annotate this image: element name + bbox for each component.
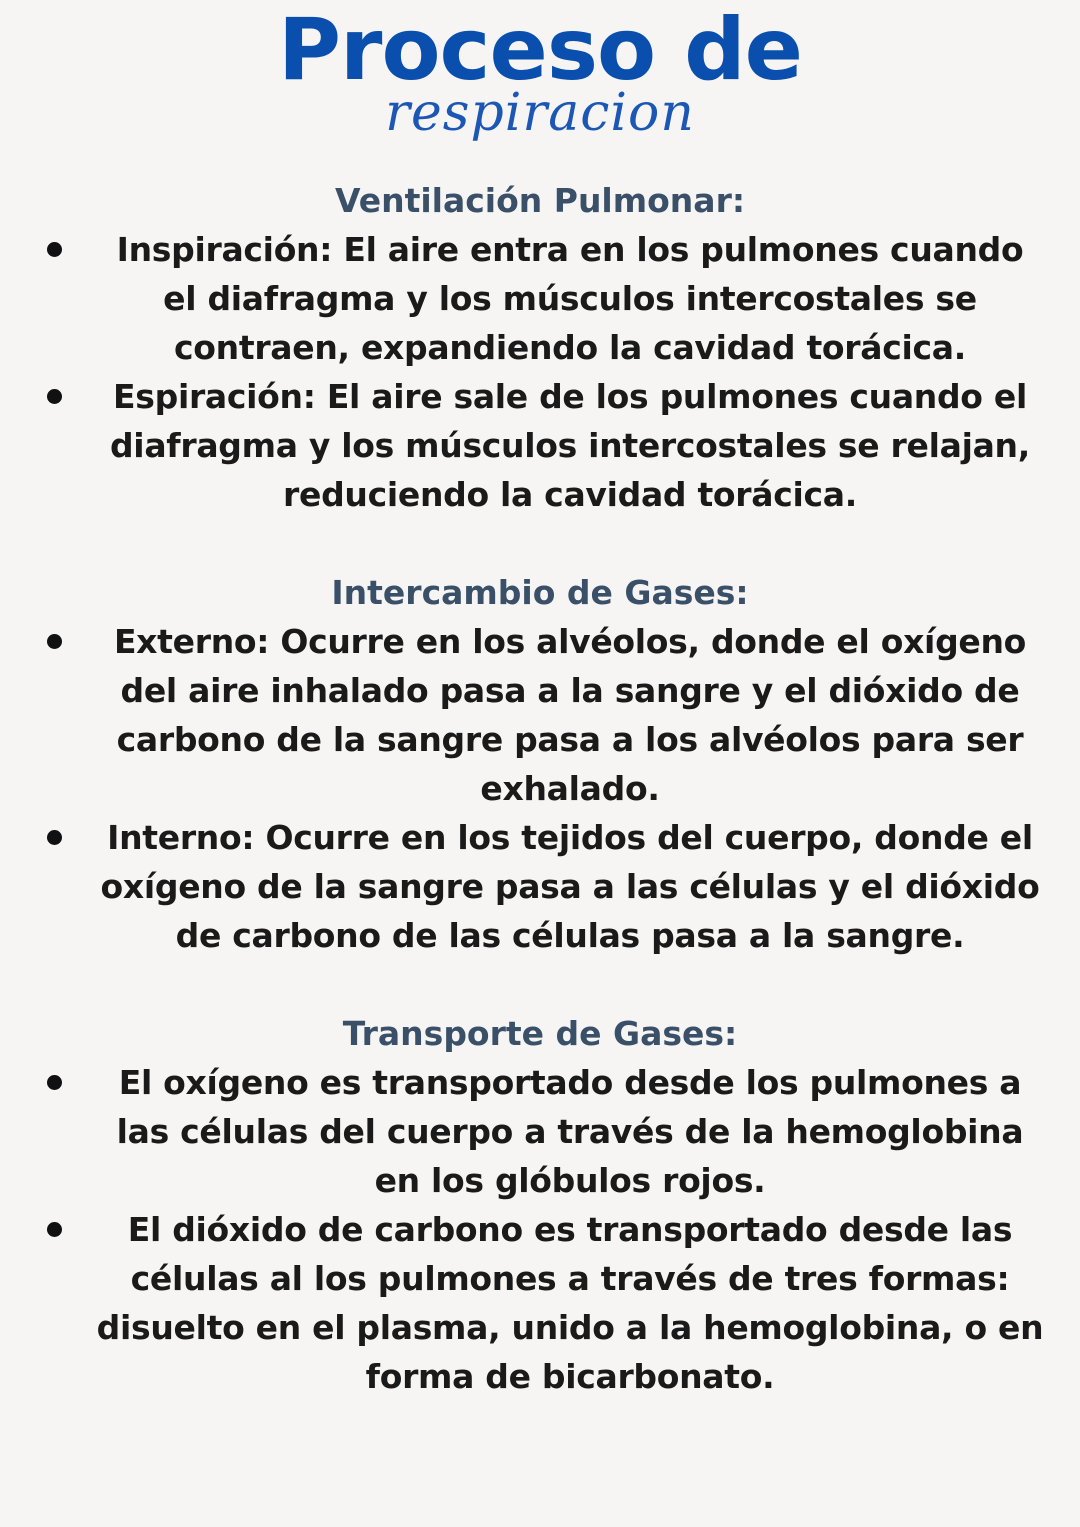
- bullet-icon: [47, 634, 62, 649]
- page-title: Proceso de: [278, 0, 802, 100]
- section-intercambio: [0, 568, 1080, 960]
- list-item-text: Inspiración: El aire entra en los pulmones cuando el diafragma y los músculos intercostales se contraen, expandiendo la cavidad torácica.: [116, 230, 1024, 367]
- list-item: [95, 1058, 1045, 1205]
- list-item: [95, 1205, 1045, 1401]
- list-item: [95, 225, 1045, 372]
- list-item: [95, 813, 1045, 960]
- list-item-text: Externo: Ocurre en los alvéolos, donde el oxígeno del aire inhalado pasa a la sangre y el dióxido de carbono de la sangre pasa a los alvéolos para ser exhalado.: [113, 622, 1027, 808]
- list-item-text: Espiración: El aire sale de los pulmones cuando el diafragma y los músculos intercostales se relajan, reduciendo la cavidad torácica.: [109, 377, 1030, 514]
- bullet-icon: [47, 389, 62, 404]
- section-transporte: [0, 1009, 1080, 1401]
- bullet-icon: [47, 1075, 62, 1090]
- bullet-icon: [47, 1222, 62, 1237]
- list-item: [95, 617, 1045, 813]
- page-subtitle-script: respiracion: [385, 83, 695, 143]
- list-item: [95, 372, 1045, 519]
- bullet-icon: [47, 830, 62, 845]
- bullet-icon: [47, 242, 62, 257]
- document-body: [0, 176, 1080, 1401]
- list-item-text: El dióxido de carbono es transportado desde las células al los pulmones a través de tres formas: disuelto en el plasma, unido a la hemoglobina, o en forma de bicarbonato.: [96, 1210, 1044, 1396]
- section-heading: Ventilación Pulmonar:: [334, 181, 746, 220]
- section-heading: Intercambio de Gases:: [331, 573, 749, 612]
- list-item-text: Interno: Ocurre en los tejidos del cuerpo, donde el oxígeno de la sangre pasa a las células y el dióxido de carbono de las células pasa a la sangre.: [100, 818, 1040, 955]
- list-item-text: El oxígeno es transportado desde los pulmones a las células del cuerpo a través de la hemoglobina en los glóbulos rojos.: [116, 1063, 1024, 1200]
- section-heading: Transporte de Gases:: [342, 1014, 738, 1053]
- section-ventilacion: [0, 176, 1080, 519]
